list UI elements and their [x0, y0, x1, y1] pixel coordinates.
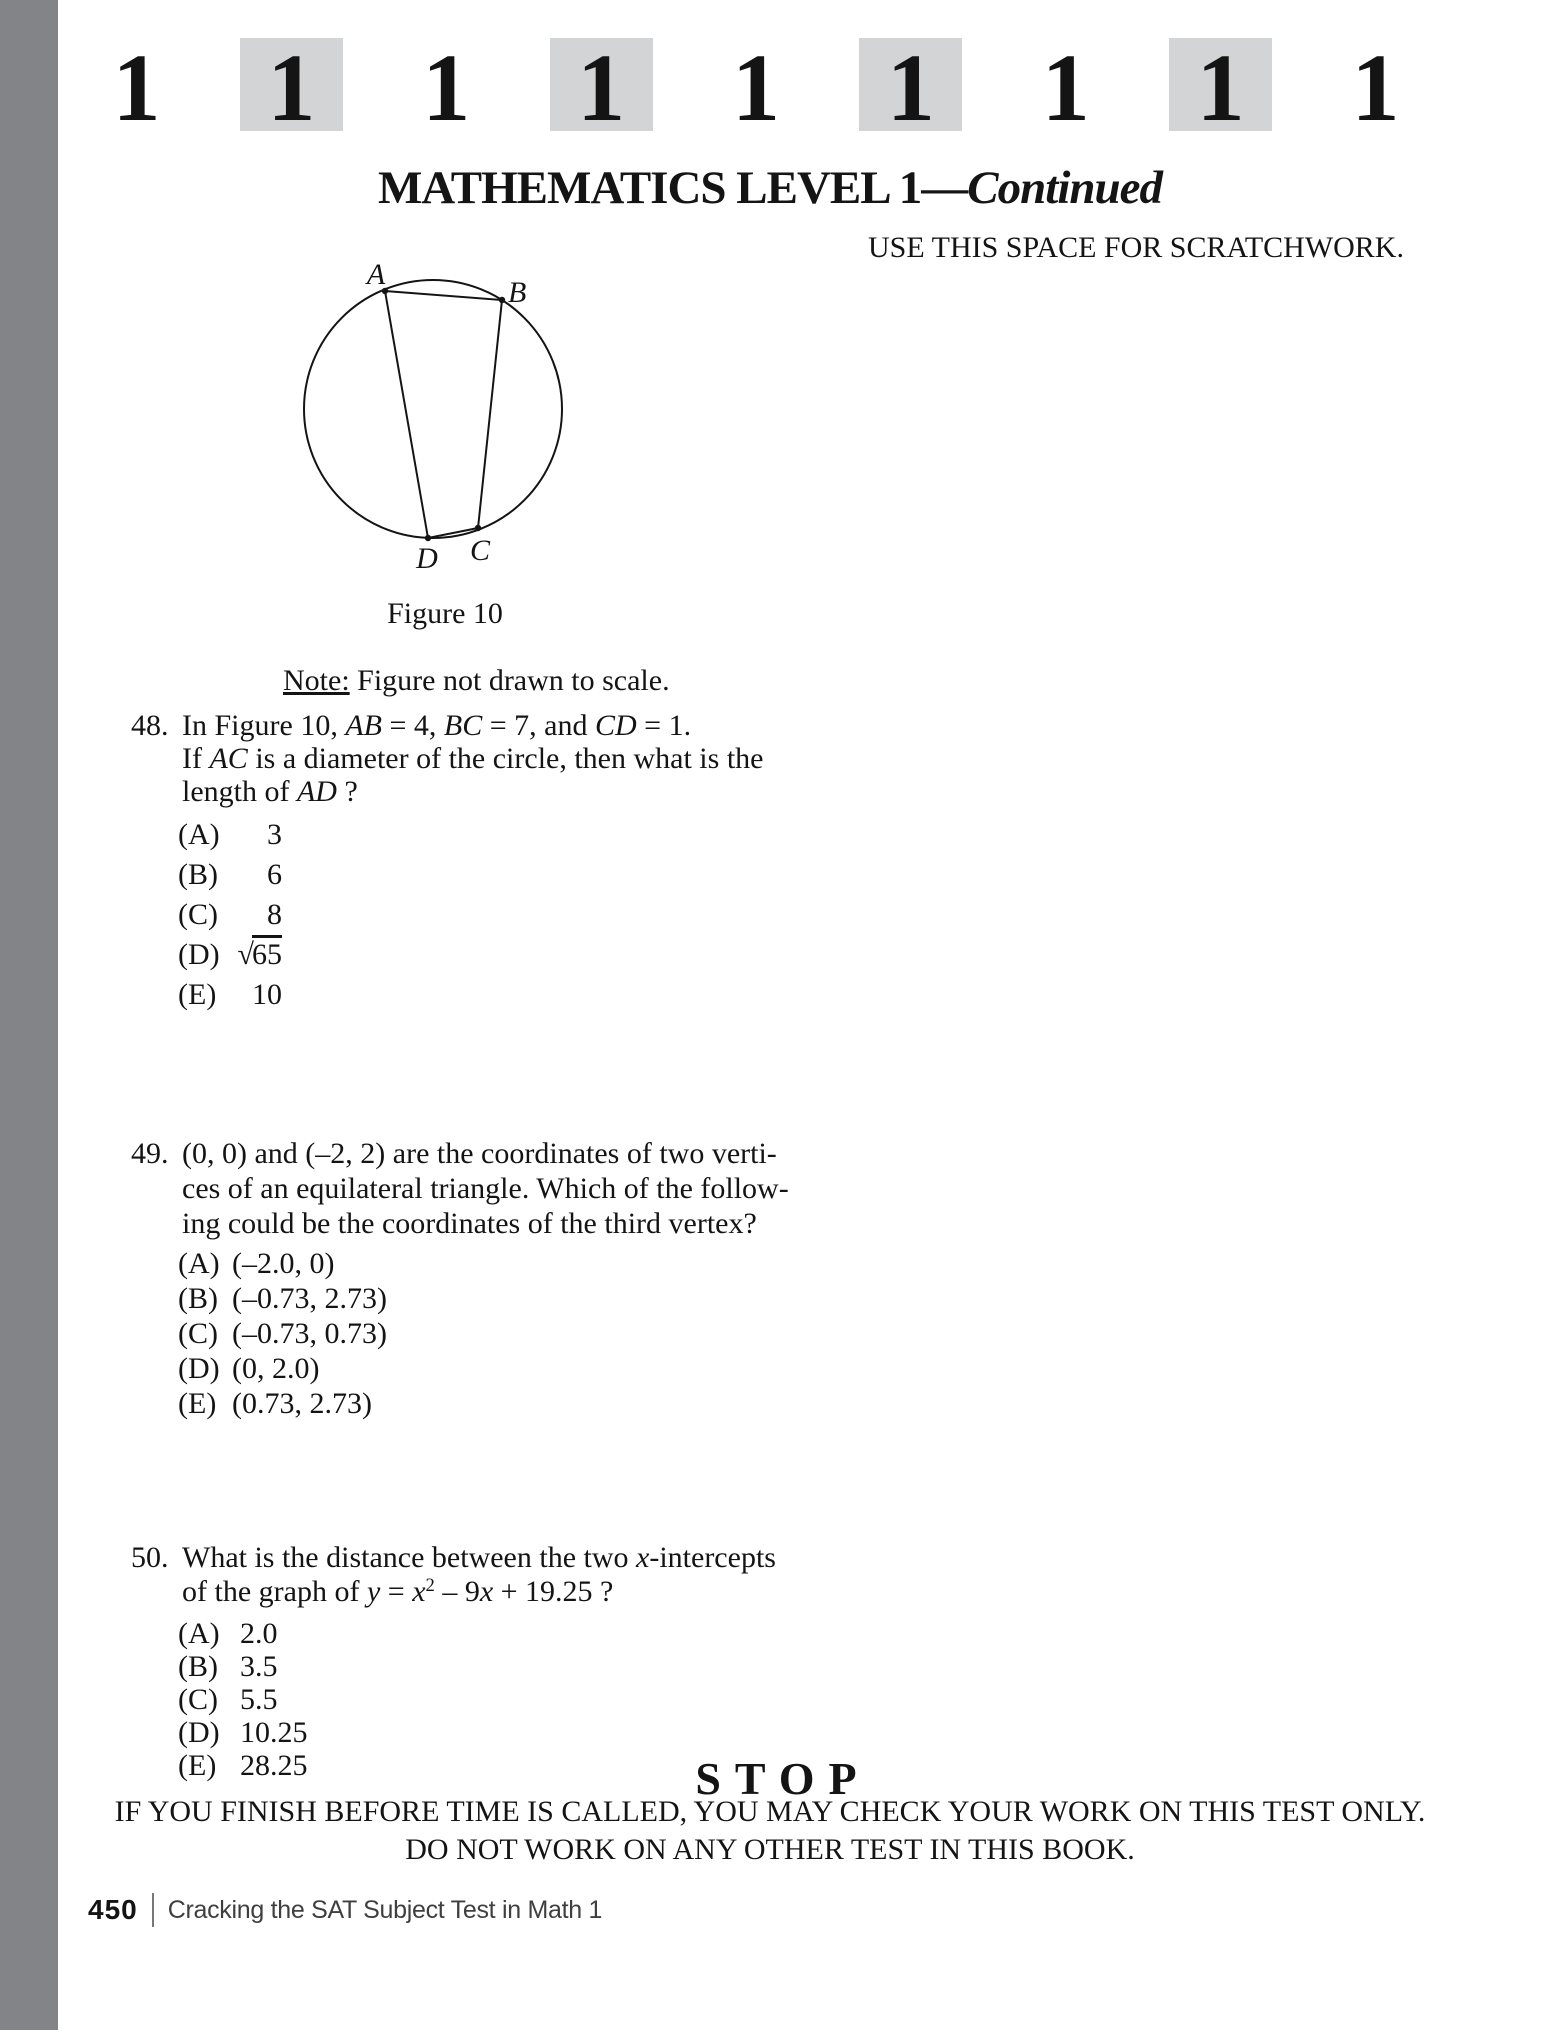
choice-value: 3 — [267, 818, 282, 851]
choice-value: (0, 2.0) — [232, 1352, 320, 1385]
question-50-number: 50. — [131, 1541, 169, 1574]
choice-value: (–0.73, 0.73) — [232, 1317, 387, 1350]
choice-label: (E) — [178, 1749, 217, 1782]
figure-note: Note: Figure not drawn to scale. — [283, 664, 670, 697]
choice-label: (E) — [178, 978, 217, 1011]
figure-10-diagram — [280, 250, 600, 590]
choice-50-c — [178, 1683, 278, 1716]
question-48-line-3: length of AD ? — [182, 775, 358, 808]
choice-label: (A) — [178, 1247, 220, 1280]
choice-label: (C) — [178, 1317, 218, 1350]
choice-value: 5.5 — [240, 1683, 278, 1716]
choice-49-e — [178, 1387, 372, 1420]
inscribed-quadrilateral — [385, 291, 502, 538]
section-number-highlighted: 1 — [1169, 38, 1272, 131]
choice-value: (0.73, 2.73) — [232, 1387, 372, 1420]
question-48-line-2: If AC is a diameter of the circle, then what is the — [182, 742, 764, 775]
choice-48-d — [178, 938, 282, 971]
question-49-line-2: ces of an equilateral triangle. Which of the follow- — [182, 1172, 789, 1205]
choice-label: (B) — [178, 1282, 218, 1315]
page-title-main: MATHEMATICS LEVEL 1— — [377, 162, 968, 214]
choice-value: (–0.73, 2.73) — [232, 1282, 387, 1315]
circle — [304, 280, 562, 538]
question-49-line-3: ing could be the coordinates of the third vertex? — [182, 1207, 757, 1240]
choice-value: 6 — [267, 858, 282, 891]
choice-50-a — [178, 1617, 278, 1650]
question-48-number: 48. — [131, 709, 169, 742]
section-number: 1 — [1041, 34, 1090, 141]
choice-label: (A) — [178, 818, 220, 851]
page-title — [0, 161, 1540, 215]
section-number: 1 — [1351, 34, 1400, 141]
section-number-highlighted: 1 — [240, 38, 343, 131]
choice-label: (C) — [178, 898, 218, 931]
section-number-highlighted: 1 — [859, 38, 962, 131]
vertex-dot-c — [475, 525, 481, 531]
page-number: 450 — [88, 1894, 138, 1925]
choice-50-d — [178, 1716, 308, 1749]
choice-50-b — [178, 1650, 278, 1683]
choice-48-e — [178, 978, 282, 1011]
choice-value: 28.25 — [240, 1749, 308, 1782]
choice-value: 10 — [252, 978, 282, 1011]
page-title-continued: Continued — [967, 162, 1163, 214]
vertex-label-d: D — [416, 542, 438, 575]
page-footer — [88, 1893, 602, 1927]
choice-48-a — [178, 818, 282, 851]
choice-value: (–2.0, 0) — [232, 1247, 335, 1280]
choice-value: √65 — [237, 938, 282, 971]
choice-48-c — [178, 898, 282, 931]
choice-label: (C) — [178, 1683, 218, 1716]
choice-label: (B) — [178, 1650, 218, 1683]
vertex-label-b: B — [508, 276, 527, 309]
question-49-number: 49. — [131, 1137, 169, 1170]
stop-instruction-line-2: DO NOT WORK ON ANY OTHER TEST IN THIS BOOK. — [405, 1833, 1135, 1866]
section-number-highlighted: 1 — [550, 38, 653, 131]
section-number: 1 — [732, 34, 780, 141]
choice-49-b — [178, 1282, 387, 1315]
choice-value: 8 — [267, 898, 282, 931]
vertex-label-c: C — [469, 534, 491, 567]
vertex-label-a: A — [366, 258, 386, 291]
question-49-line-1: (0, 0) and (–2, 2) are the coordinates of two verti- — [182, 1137, 777, 1170]
stop-instruction-line-1: IF YOU FINISH BEFORE TIME IS CALLED, YOU MAY CHECK YOUR WORK ON THIS TEST ONLY. — [114, 1795, 1426, 1828]
left-margin-bar — [0, 0, 58, 2030]
book-title: Cracking the SAT Subject Test in Math 1 — [167, 1895, 603, 1924]
choice-label: (D) — [178, 1716, 220, 1749]
choice-49-a — [178, 1247, 334, 1280]
vertex-dot-b — [499, 297, 505, 303]
scratchwork-heading: USE THIS SPACE FOR SCRATCHWORK. — [868, 231, 1404, 264]
question-48-line-1: In Figure 10, AB = 4, BC = 7, and CD = 1. — [182, 709, 692, 742]
vertex-dot-d — [425, 535, 431, 541]
choice-label: (B) — [178, 858, 218, 891]
figure-caption: Figure 10 — [387, 597, 503, 630]
stop-heading: STOP — [695, 1753, 871, 1804]
question-50-line-2: of the graph of $y = x^2 - 9x + 19.25$ ? — [182, 1574, 614, 1608]
choice-label: (A) — [178, 1617, 220, 1650]
choice-50-e — [178, 1749, 308, 1782]
footer-divider — [152, 1893, 154, 1927]
choice-49-c — [178, 1317, 387, 1350]
choice-label: (D) — [178, 938, 220, 971]
question-50-line-1: What is the distance between the two x-intercepts — [182, 1541, 776, 1574]
choice-label: (D) — [178, 1352, 220, 1385]
section-number: 1 — [112, 34, 161, 141]
choice-value: 10.25 — [240, 1716, 308, 1749]
choice-value: 2.0 — [240, 1617, 278, 1650]
choice-49-d — [178, 1352, 319, 1385]
choice-value: 3.5 — [240, 1650, 278, 1683]
choice-label: (E) — [178, 1387, 217, 1420]
section-number: 1 — [422, 34, 471, 141]
choice-48-b — [178, 858, 282, 891]
section-number-row — [85, 34, 1427, 141]
